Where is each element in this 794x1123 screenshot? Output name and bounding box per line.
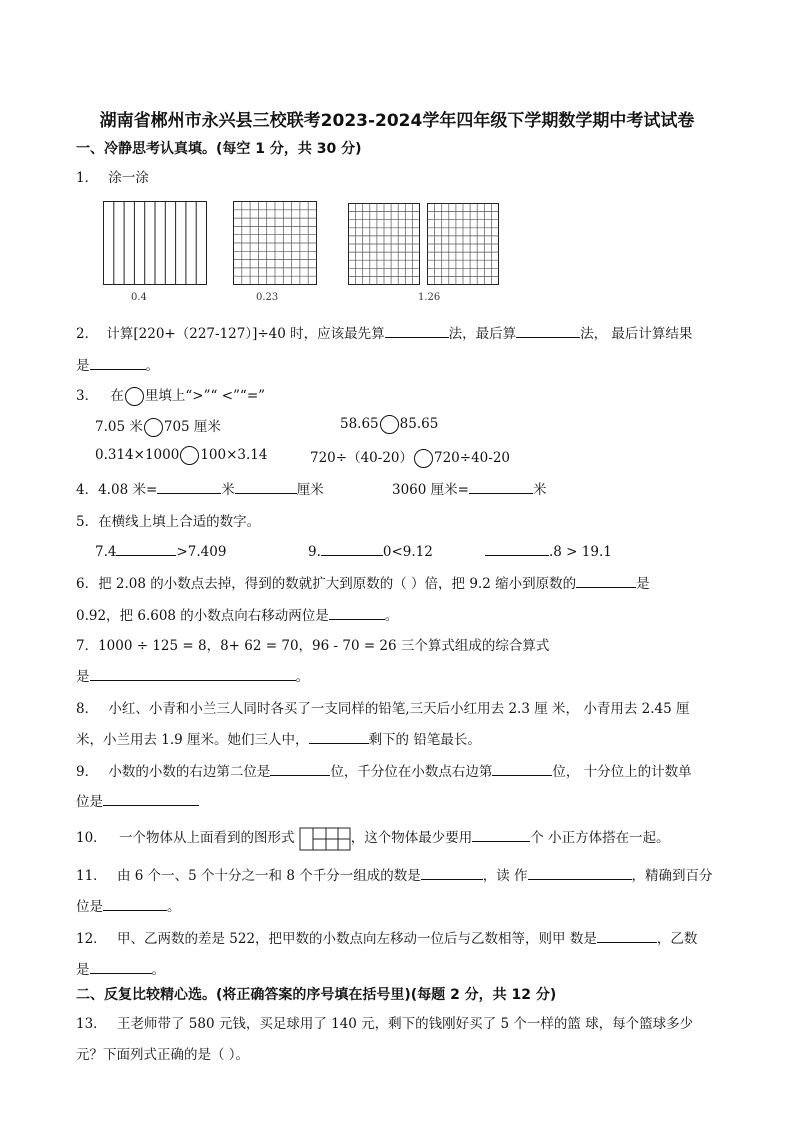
q11-line1 <box>76 864 713 884</box>
q4-text-d: 3060 厘米= <box>392 482 469 498</box>
answer-blank[interactable] <box>90 959 152 974</box>
answer-blank[interactable] <box>421 865 483 880</box>
answer-blank[interactable] <box>235 479 297 494</box>
answer-blank[interactable] <box>103 896 167 911</box>
q11-text-a: 由 6 个一、5 个十分之一和 8 个千分一组成的数是 <box>116 868 421 884</box>
page-title: 湖南省郴州市永兴县三校联考2023-2024学年四年级下学期数学期中考试试卷 <box>99 111 695 131</box>
compare-circle[interactable] <box>144 418 163 437</box>
q6-line2 <box>76 604 398 624</box>
q2-text-b: 法，最后算 <box>448 326 517 342</box>
q2-number: 2． <box>76 326 99 342</box>
q3-r2a-right: 100×3.14 <box>200 447 268 463</box>
q9-number: 9． <box>76 764 99 780</box>
q7-text-c: 。 <box>295 669 309 685</box>
caption-0-4: 0.4 <box>131 292 147 303</box>
caption-1-26: 1.26 <box>418 292 441 303</box>
q8-line2 <box>76 728 481 748</box>
q4-line <box>76 478 324 498</box>
q4-number: 4． <box>76 482 99 498</box>
q5-a1: 7.4 <box>95 544 117 560</box>
q10-text-c: 个 小正方体搭在一起。 <box>530 830 670 846</box>
answer-blank[interactable] <box>469 479 533 494</box>
q3-row1-right <box>340 415 438 434</box>
q10-text-b: ，这个物体最少要用 <box>350 830 473 846</box>
q13-line1 <box>76 1012 693 1032</box>
q6-text-a: 把 2.08 的小数点去掉，得到的数就扩大到原数的（ ）倍，把 9.2 缩小到原数的 <box>98 576 577 592</box>
q3-text2: 里填上“>”“ <”“=” <box>144 388 266 404</box>
q5-b1: 9. <box>308 544 321 560</box>
q7-text-b: 是 <box>76 669 90 685</box>
q4-text-a: 4.08 米= <box>98 482 158 498</box>
q12-text-d: 。 <box>151 962 165 978</box>
q10-text-a: 一个物体从上面看到的图形式 <box>118 830 295 846</box>
q2-text-d: 是 <box>76 358 90 374</box>
q5-b2: 0<9.12 <box>382 544 433 560</box>
q9-text-c: 位， 十分位上的计数单 <box>552 764 692 780</box>
q8-text-b: 米，小兰用去 1.9 厘米。她们三人中， <box>76 732 309 748</box>
q5-a2: >7.409 <box>176 544 227 560</box>
grid-hundredths-figure-b[interactable] <box>427 203 499 285</box>
grid-hundredths-figure-a[interactable] <box>348 203 420 285</box>
q12-number: 12． <box>76 931 107 947</box>
top-view-figure <box>299 827 351 851</box>
q6-number: 6． <box>76 576 99 592</box>
q2-text-c: 法， 最后计算结果 <box>580 326 693 342</box>
q4-text-e: 米 <box>532 482 547 498</box>
q5-number: 5． <box>76 514 99 530</box>
q5-line <box>76 510 260 530</box>
q5-c2: .8 > 19.1 <box>549 544 612 560</box>
q3-r1a-left: 7.05 米 <box>95 419 143 435</box>
q3-r2a-left: 0.314×1000 <box>95 447 180 463</box>
q3-r1b-left: 58.65 <box>340 416 379 432</box>
q12-text-c: 是 <box>76 962 90 978</box>
answer-blank[interactable] <box>485 541 549 556</box>
q9-text-d: 位是 <box>76 794 103 810</box>
compare-circle[interactable] <box>125 387 144 406</box>
q11-text-c: ，精确到百分 <box>631 868 713 884</box>
q12-text-a: 甲、乙两数的差是 522，把甲数的小数点向左移动一位后与乙数相等，则甲 数是 <box>116 931 597 947</box>
q3-r1b-right: 85.65 <box>399 416 439 432</box>
q9-text-b: 位，千分位在小数点右边第 <box>330 764 493 780</box>
q13-text-b: 元？下面列式正确的是（ ）。 <box>76 1047 250 1063</box>
q2-line1 <box>76 322 692 342</box>
q3-line <box>76 384 265 406</box>
q4-text-b: 米 <box>221 482 235 498</box>
q3-row2-right <box>310 446 510 468</box>
q8-text-a: 小红、小青和小兰三人同时各买了一支同样的铅笔,三天后小红用去 2.3 厘 米， 小青用去 2.45 厘 <box>108 701 690 717</box>
answer-blank[interactable] <box>103 791 199 806</box>
answer-blank[interactable] <box>492 761 552 776</box>
q11-text-d: 位是 <box>76 899 103 915</box>
answer-blank[interactable] <box>90 666 296 681</box>
q6-text-b: 是 <box>636 576 650 592</box>
q2-text-e: 。 <box>145 358 159 374</box>
q11-text-e: 。 <box>167 899 181 915</box>
q8-line1 <box>76 697 689 717</box>
q7-text-a: 1000 ÷ 125 = 8，8+ 62 = 70，96 - 70 = 26 三个算式组成的综合算式 <box>98 638 550 654</box>
q1 <box>76 166 149 186</box>
answer-blank[interactable] <box>385 323 449 338</box>
q11-number: 11． <box>76 868 107 884</box>
q4-line-b <box>392 478 546 498</box>
grid-hundredths-figure[interactable] <box>233 201 317 285</box>
section-1-heading: 一、冷静思考认真填。(每空 1 分，共 30 分) <box>76 141 362 157</box>
answer-blank[interactable] <box>576 573 636 588</box>
q2-text-a: 计算[220+（227-127）]÷40 时，应该最先算 <box>106 326 385 342</box>
q12-line2 <box>76 958 165 978</box>
q1-text: 涂一涂 <box>108 170 149 186</box>
q9-line1 <box>76 760 692 780</box>
q1-number: 1． <box>76 170 99 186</box>
q5-c <box>485 541 612 560</box>
q6-text-d: 。 <box>384 608 399 624</box>
compare-circle[interactable] <box>414 449 433 468</box>
compare-circle[interactable] <box>380 415 399 434</box>
q12-line1 <box>76 927 697 947</box>
q5-b <box>308 541 433 560</box>
q11-text-b: ，读 作 <box>482 868 528 884</box>
q9-text-a: 小数的小数的右边第二位是 <box>108 764 271 780</box>
compare-circle[interactable] <box>180 446 199 465</box>
q9-line2 <box>76 790 199 810</box>
section-2-heading: 二、反复比较精心选。(将正确答案的序号填在括号里)(每题 2 分，共 12 分) <box>76 987 557 1003</box>
q6-text-c: 0.92，把 6.608 的小数点向右移动两位是 <box>76 608 329 624</box>
q3-r2b-right: 720÷40-20 <box>434 450 510 466</box>
answer-blank[interactable] <box>309 729 369 744</box>
q3-r2b-left: 720÷（40-20） <box>310 450 413 466</box>
grid-tenths-figure[interactable] <box>103 201 207 285</box>
answer-blank[interactable] <box>270 761 330 776</box>
answer-blank[interactable] <box>329 605 385 620</box>
q4-text-c: 厘米 <box>296 482 324 498</box>
q3-row2-left <box>95 446 267 465</box>
q13-number: 13． <box>76 1016 107 1032</box>
q7-line2 <box>76 665 309 685</box>
answer-blank[interactable] <box>472 827 530 842</box>
q11-line2 <box>76 895 181 915</box>
q7-number: 7． <box>76 638 99 654</box>
answer-blank[interactable] <box>597 928 657 943</box>
q3-row1-left <box>95 415 221 437</box>
q6-line1 <box>76 572 650 592</box>
q3-text: 在 <box>110 388 124 404</box>
answer-blank[interactable] <box>528 865 632 880</box>
caption-0-23: 0.23 <box>256 292 279 303</box>
q10-number: 10． <box>76 830 107 846</box>
answer-blank[interactable] <box>157 479 221 494</box>
q3-r1a-right: 705 厘米 <box>163 419 221 435</box>
answer-blank[interactable] <box>116 541 176 556</box>
q10-line <box>76 826 670 851</box>
q5-a <box>95 541 226 560</box>
q2-line2 <box>76 354 159 374</box>
q5-text: 在横线上填上合适的数字。 <box>98 514 261 530</box>
q3-number: 3． <box>76 388 99 404</box>
answer-blank[interactable] <box>90 355 146 370</box>
answer-blank[interactable] <box>321 541 383 556</box>
q8-text-c: 剩下的 铅笔最长。 <box>368 732 481 748</box>
q7-line1 <box>76 634 549 654</box>
q12-text-b: ，乙数 <box>656 931 698 947</box>
q13-line2 <box>76 1043 249 1063</box>
q8-number: 8． <box>76 701 99 717</box>
answer-blank[interactable] <box>516 323 580 338</box>
q13-text-a: 王老师带了 580 元钱，买足球用了 140 元，剩下的钱刚好买了 5 个一样的篮 球，每个篮球多少 <box>116 1016 694 1032</box>
